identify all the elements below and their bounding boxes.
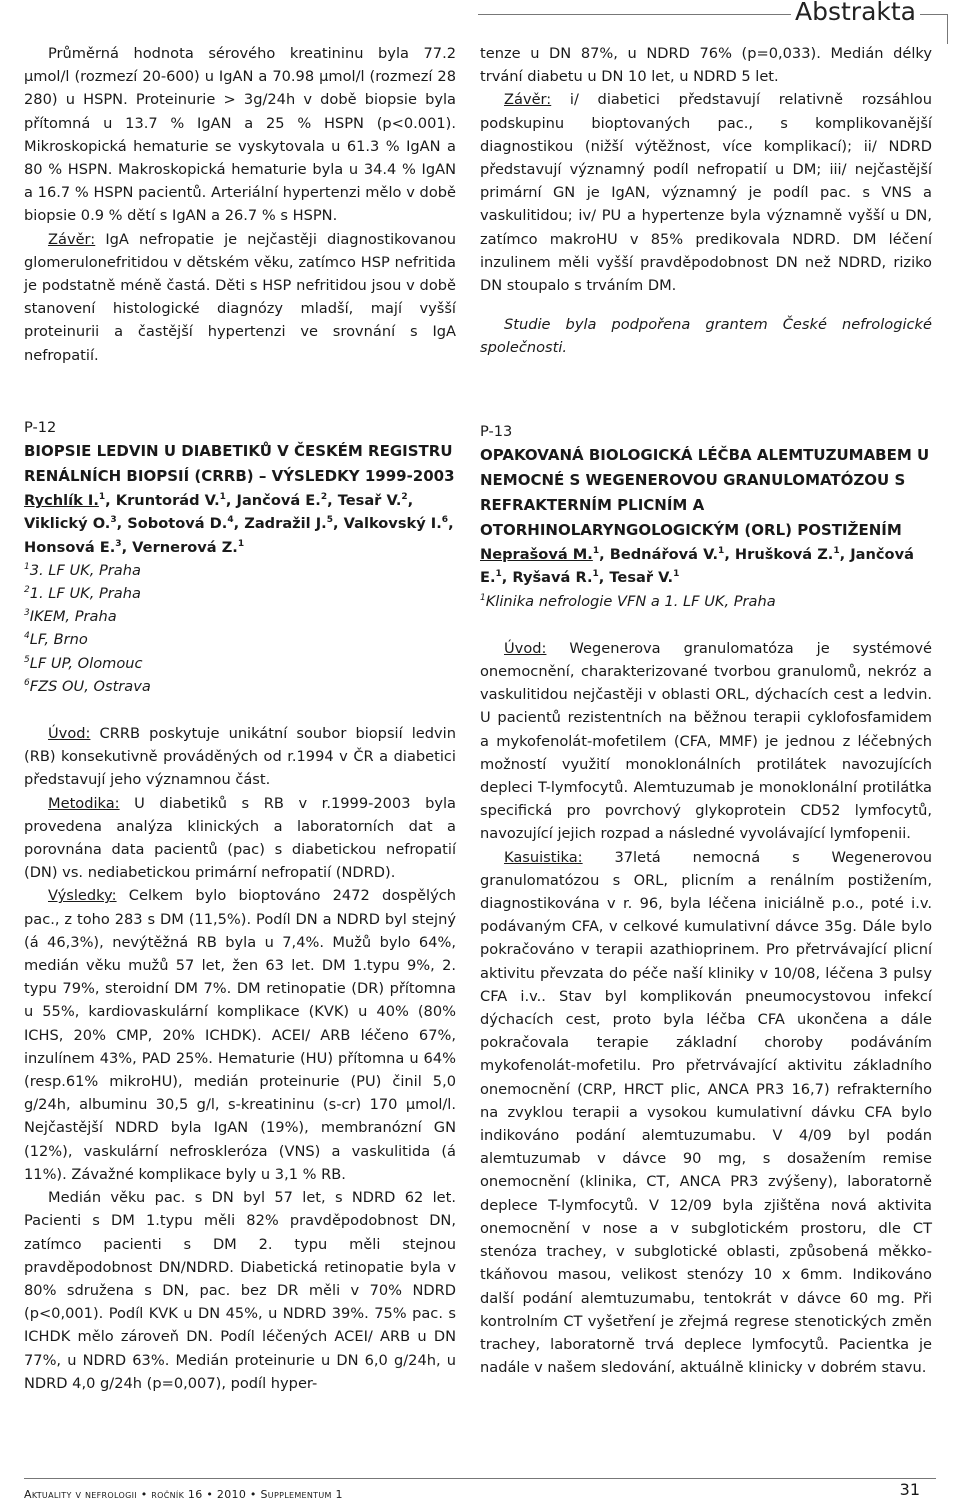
affiliation-6: $^6$FZS OU, Ostrava [24, 677, 151, 695]
methods-paragraph [24, 792, 456, 885]
top-left-column [24, 42, 456, 367]
median-paragraph: Medián věku pac. s DN byl 57 let, s NDRD 62 let. Pacienti s DM 1.typu měli 82% pravděpodobnost DN, zatímco pacienti s DM 2. typu měli stejnou pravděpodobnost DN/NDRD. Diabetická retinopatie byla v 80% sdružena s DN, pac. bez DR měli v 70% NDRD (p<0,001). Podíl KVK u DN 45%, u NDRD 39%. 75% pac. s ICHDK mělo zároveň DN. Podíl léčených ACEI/ ARB u DN 77%, u NDRD 63%. Medián proteinurie u DN 6,0 g/24h, u NDRD 4,0 g/24h (p=0,007), podíl hyper- [24, 1189, 456, 1392]
abstract-p12 [24, 416, 456, 1395]
affiliation-5: $^5$LF UP, Olomouc [24, 654, 143, 672]
intro-label: Úvod: [48, 725, 91, 743]
page-number: 31 [899, 1480, 920, 1499]
continuation-paragraph: tenze u DN 87%, u NDRD 76% (p=0,033). Medián délky trvání diabetu u DN 10 let, u NDRD 5 let. [480, 45, 932, 86]
footer-rule [24, 1478, 936, 1479]
methods-text: U diabetiků s RB v r.1999-2003 byla provedena analýza klinických a laboratorních dat a porovnána data pacientů (pac) s diabetickou nefropatií (DN) vs. nediabetickou primární nefropatií (NDRD). [24, 794, 456, 882]
results-text: Celkem bylo bioptováno 2472 dospělých pac., z toho 283 s DM (11,5%). Podíl DN a NDRD byl stejný (á 46,3%), nevýtěžná RB byla u 7,4%. Mužů bylo 64%, medián věku mužů 57 let, žen 63 let. DM 1.typu 9%, 2. typu 79%, steroidní DM 7%. DM retinopatie (DR) přítomna u 55%, kardiovaskulární komplikace (KVK) u 40% (80% ICHS, 20% CMP, 20% ICHDK). ACEI/ ARB léčeno 67%, inzulínem 43%, PAD 25%. Hematurie (HU) přítomna u 64% (resp.61% mikroHU), medián proteinurie (PU) činil 5,0 g/24h, albuminu 30,5 g/l, s-kreatininu (s-cr) 170 µmol/l. Nejčastější NDRD byla IgAN (19%), membranózní GN (12%), vaskulární nefroskleróza (VNS) a vaskulitida (á 11%). Závažné komplikace byly u 3,1 % RB. [24, 887, 456, 1183]
bullet-3: • [249, 1488, 257, 1501]
conclusion-text: IgA nefropatie je nejčastěji diagnostikovanou glomerulonefritidou v dětském věku, zatímco HSP nefritida je podstatně méně častá. Děti s HSP nefritidou jsou v době stanovení histologické diagnózy mladší, mají vyšší proteinurii a častější hypertenzi ve srovnání s IgA nefropatií. [24, 230, 456, 364]
author-list-p13: Neprašová M.$^1$, Bednářová V.$^1$, Hrušková Z.$^1$, Jančová E.$^1$, Ryšavá R.$^1$, Tesař V.$^1$ [480, 546, 914, 587]
first-author: Rychlík I. [24, 492, 99, 510]
affiliation-2: $^2$1. LF UK, Praha [24, 585, 141, 603]
year: 2010 [216, 1488, 247, 1501]
conclusion-paragraph [24, 228, 456, 367]
bullet-2: • [206, 1488, 214, 1501]
conclusion-paragraph-right [480, 88, 932, 297]
case-text: 37letá nemocná s Wegenerovou granulomatózou s ORL, plicním a renálním postižením, diagnostikována v r. 96, byla léčena iniciálně p.o., poté i.v. podávaným CFA, v celkové kumulativní dávce 35g. Dále bylo pokračováno v terapii azathioprinem. Pro přetrvávající plicní aktivitu převzata do péče naší kliniky v 10/08, léčena 3 pulsy CFA i.v.. Stav byl komplikován pneumocystovou infekcí dýchacích cest, proto byla léčba CFA ukončena a dále pokračovala terapie základní choroby podáváním mykofenolát-mofetilu. Pro přetrvávající aktivitu základního onemocnění (CRP, HRCT plic, ANCA PR3 16,7) refrakterního na zvyklou terapii a vysokou kumulativní dávku CFA bylo indikováno podání alemtuzumabu. V 4/09 byl podán alemtuzumab v dávce 90 mg, s dosažením remise onemocnění (klinika, CT, ANCA PR3 zvýšeny), laboratorně deplece T-lymfocytů. V 12/09 byla zjištěna nová aktivita onemocnění v nose a v subglotickém prostoru, dle CT stenóza trachey, v subglotické oblasti, způsobená měkko-tkáňovou masou, velikost stenózy 10 x 6mm. Indikováno další podání alemtuzumabu, tentokrát v dávce 60 mg. Při kontrolním CT vyšetření je zřejmá regrese stenotických změn trachey, laboratorně trvá deplece lymfocytů. Pacientka je nadále v našem sledování, aktuálně klinicky v dobrém stavu. [480, 848, 932, 1377]
section-title: Abstrakta [791, 0, 920, 26]
intro-text: CRRB poskytuje unikátní soubor biopsií ledvin (RB) konsekutivně prováděných od r.1994 v ČR a diabetici představují jeho významnou část. [24, 725, 456, 789]
grant-note: Studie byla podpořena grantem České nefrologické společnosti. [480, 316, 932, 357]
intro-text-p13: Wegenerova granulomatóza je systémové onemocnění, charakterizované tvorbou granulomů, nekróz a vaskulitidou nejčastěji v oblasti ORL, dýchacích cest a ledvin. U pacientů rezistentních na běžnou terapii cyklofosfamidem a mykofenolát-mofetilem (CFA, MMF) je jednou z léčebných možností využití monoklonálních protilátek navozujících depleci T-lymfocytů. Alemtuzumab je monoklonální protilátka specifická pro povrchový glykoprotein CD52 lymfocytů, navozující jejich rozpad a následné vyvolávající lymfopenii. [480, 639, 932, 843]
affiliation-p13: $^1$Klinika nefrologie VFN a 1. LF UK, Praha [480, 592, 776, 610]
conclusion-label: Závěr: [48, 230, 96, 248]
author-list: Rychlík I.$^1$, Kruntorád V.$^1$, Jančová E.$^2$, Tesař V.$^2$, Viklický O.$^3$, Sobotová D.$^4$, Zadražil J.$^5$, Valkovský I.$^6$, Honsová E.$^3$, Vernerová Z.$^1$ [24, 492, 454, 556]
results-paragraph-p12 [24, 884, 456, 1186]
abstract-code: P-12 [24, 419, 57, 436]
top-right-column [480, 42, 932, 360]
supplement: Supplementum 1 [260, 1488, 343, 1501]
journal-name: Aktuality v nefrologii [24, 1488, 137, 1501]
methods-label: Metodika: [48, 794, 120, 812]
abstract-p13 [480, 420, 932, 1379]
intro-label-p13: Úvod: [504, 639, 547, 657]
abstract-title-p13: OPAKOVANÁ BIOLOGICKÁ LÉČBA ALEMTUZUMABEM U NEMOCNÉ S WEGENEROVOU GRANULOMATÓZOU S REFRAKTERNÍM PLICNÍM A OTORHINOLARYNGOLOGICKÝM (ORL) POSTIŽENÍM [480, 446, 930, 540]
first-author-p13: Neprašová M. [480, 546, 593, 564]
header-rule-vertical [947, 14, 948, 44]
abstract-code-p13: P-13 [480, 423, 513, 440]
abstract-title: BIOPSIE LEDVIN U DIABETIKŮ V ČESKÉM REGISTRU RENÁLNÍCH BIOPSIÍ (CRRB) – VÝSLEDKY 1999-2003 [24, 442, 455, 486]
results-paragraph: Průměrná hodnota sérového kreatininu byla 77.2 µmol/l (rozmezí 20-600) u IgAN a 70.98 µmol/l (rozmezí 28 280) u HSPN. Proteinurie > 3g/24h v době biopsie byla přítomná u 13.7 % IgAN a 25 % HSPN (p<0.001). Mikroskopická hematurie se vyskytovala u 61.3 % IgAN a 80 % HSPN. Makroskopická hematurie byla u 34.4 % IgAN a 16.7 % HSPN pacientů. Arteriální hypertenzi mělo v době biopsie 0.9 % dětí s IgAN a 26.7 % s HSPN. [24, 45, 456, 225]
case-paragraph [480, 846, 932, 1380]
results-label: Výsledky: [48, 887, 117, 905]
conclusion-label-right: Závěr: [504, 91, 552, 109]
bullet-1: • [140, 1488, 148, 1501]
intro-paragraph [24, 722, 456, 792]
affiliation-4: $^4$LF, Brno [24, 631, 88, 649]
conclusion-text-right: i/ diabetici představují relativně rozsáhlou podskupinu bioptovaných pac., s komplikovanější diagnostikou (nižší výtěžnost, více komplikací); ii/ NDRD představují významný podíl nefropatií u DM; iii/ nejčastější primární GN je IgAN, významný je podíl pac. s VNS a vaskulitidou; iv/ PU a hypertenze byla významně vyšší u DN, zatímco makroHU v 85% predikovala NDRD. DM léčení inzulinem měli vyšší pravděpodobnost DN než NDRD, riziko DN stoupalo s trváním DM. [480, 91, 932, 295]
footer-journal-info [24, 1488, 343, 1501]
volume: ročník 16 [151, 1488, 203, 1501]
affiliation-3: $^3$IKEM, Praha [24, 608, 117, 626]
affiliation-1: $^1$3. LF UK, Praha [24, 561, 141, 579]
intro-paragraph-p13 [480, 637, 932, 846]
case-label: Kasuistika: [504, 848, 583, 866]
